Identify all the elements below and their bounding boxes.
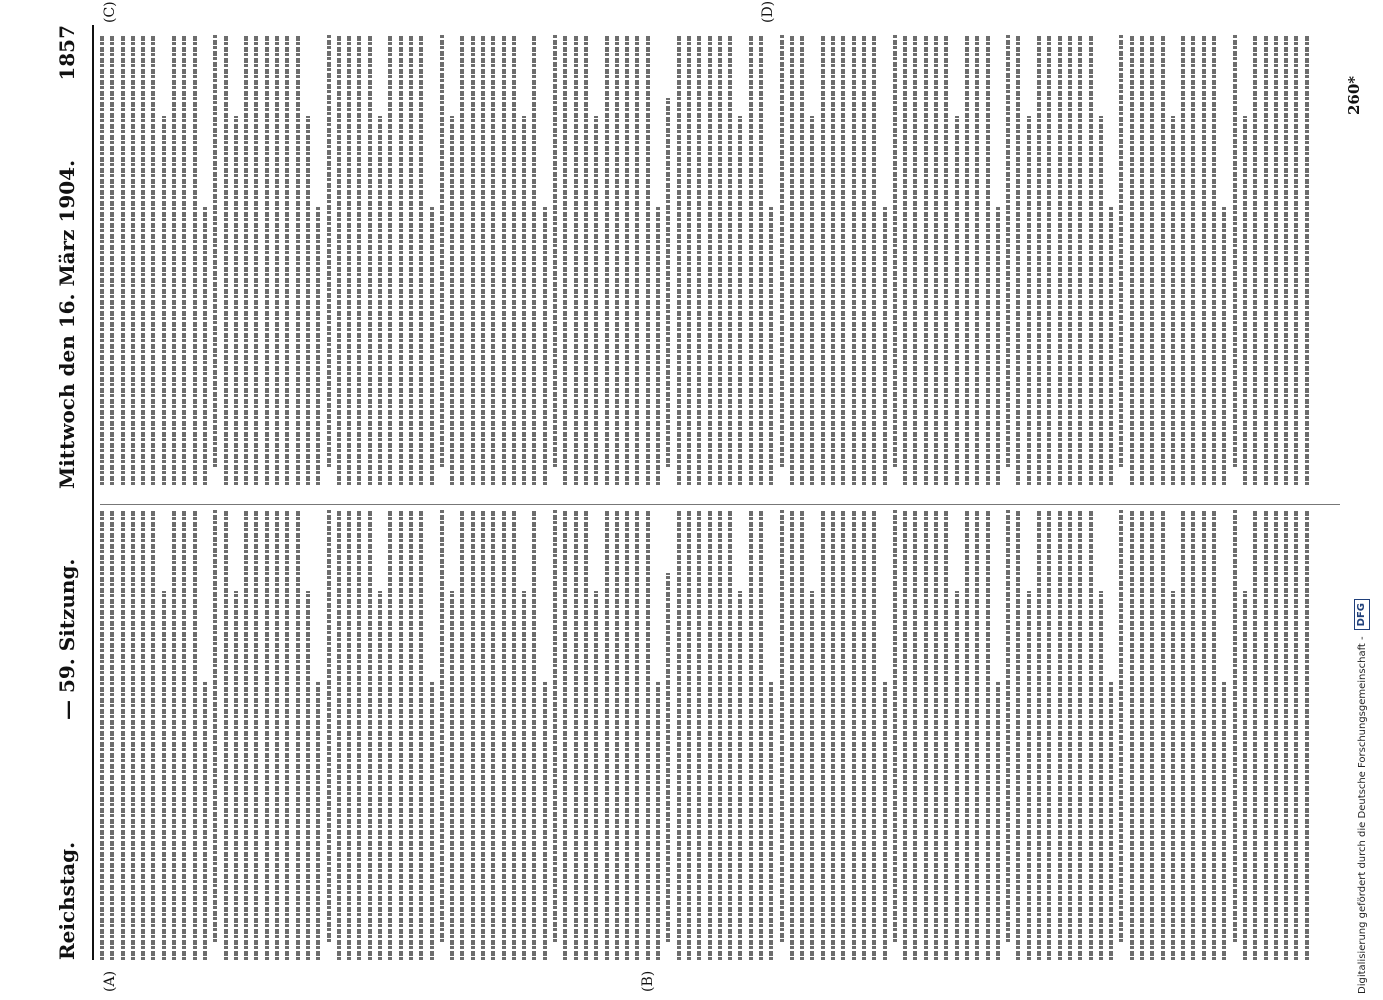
- text-line: [430, 681, 434, 960]
- text-line: [821, 35, 825, 485]
- text-line: [213, 510, 217, 942]
- text-line: [955, 591, 959, 960]
- text-line: [1068, 510, 1072, 960]
- text-line: [1294, 35, 1298, 485]
- text-line: [965, 510, 969, 960]
- text-line: [491, 510, 495, 960]
- text-line: [254, 35, 258, 485]
- text-line: [409, 35, 413, 485]
- text-line: [666, 98, 670, 467]
- text-line: [955, 116, 959, 485]
- text-line: [944, 510, 948, 960]
- text-line: [131, 510, 135, 960]
- text-line: [193, 510, 197, 960]
- text-line: [1305, 510, 1309, 960]
- text-line: [883, 206, 887, 485]
- text-line: [151, 35, 155, 485]
- text-line: [1212, 35, 1216, 485]
- text-line: [934, 510, 938, 960]
- text-line: [357, 510, 361, 960]
- text-line: [141, 510, 145, 960]
- text-line: [708, 510, 712, 960]
- text-line: [986, 35, 990, 485]
- text-line: [1006, 510, 1010, 942]
- text-line: [852, 35, 856, 485]
- text-line: [471, 35, 475, 485]
- text-line: [574, 510, 578, 960]
- text-column-right: [100, 35, 1340, 485]
- text-line: [131, 35, 135, 485]
- text-line: [1264, 35, 1268, 485]
- text-line: [1078, 35, 1082, 485]
- text-line: [1099, 591, 1103, 960]
- text-line: [399, 510, 403, 960]
- text-line: [337, 510, 341, 960]
- text-line: [1161, 510, 1165, 960]
- text-line: [718, 35, 722, 485]
- text-line: [944, 35, 948, 485]
- text-line: [182, 510, 186, 960]
- text-line: [296, 510, 300, 960]
- text-line: [852, 510, 856, 960]
- text-line: [862, 510, 866, 960]
- text-line: [460, 35, 464, 485]
- text-line: [934, 35, 938, 485]
- text-line: [841, 510, 845, 960]
- text-line: [450, 116, 454, 485]
- text-line: [110, 35, 114, 485]
- text-line: [1202, 35, 1206, 485]
- text-line: [872, 35, 876, 485]
- text-line: [1150, 35, 1154, 485]
- header-rule: [92, 25, 94, 960]
- text-line: [224, 510, 228, 960]
- text-line: [656, 206, 660, 485]
- text-line: [1150, 510, 1154, 960]
- text-line: [903, 510, 907, 960]
- text-line: [522, 116, 526, 485]
- text-line: [141, 35, 145, 485]
- sheet-number: 260*: [1345, 75, 1363, 115]
- text-line: [337, 35, 341, 485]
- text-line: [810, 116, 814, 485]
- text-line: [1243, 591, 1247, 960]
- text-line: [327, 510, 331, 942]
- text-line: [296, 35, 300, 485]
- text-line: [172, 510, 176, 960]
- text-line: [213, 35, 217, 467]
- text-line: [419, 510, 423, 960]
- text-line: [749, 510, 753, 960]
- text-line: [759, 510, 763, 960]
- text-line: [924, 35, 928, 485]
- margin-marker-b: (B): [640, 970, 656, 992]
- text-line: [635, 510, 639, 960]
- text-line: [254, 510, 258, 960]
- text-line: [1191, 35, 1195, 485]
- text-line: [1191, 510, 1195, 960]
- text-line: [399, 35, 403, 485]
- text-line: [1068, 35, 1072, 485]
- text-line: [532, 35, 536, 485]
- text-line: [110, 510, 114, 960]
- text-line: [419, 35, 423, 485]
- text-line: [368, 35, 372, 485]
- header-date: Mittwoch den 16. März 1904.: [55, 159, 79, 489]
- text-line: [1058, 510, 1062, 960]
- text-line: [224, 35, 228, 485]
- text-line: [975, 35, 979, 485]
- text-line: [697, 35, 701, 485]
- text-line: [100, 510, 104, 960]
- text-line: [502, 510, 506, 960]
- text-line: [594, 591, 598, 960]
- text-line: [1037, 510, 1041, 960]
- text-line: [162, 591, 166, 960]
- text-line: [687, 510, 691, 960]
- text-line: [244, 35, 248, 485]
- text-line: [100, 35, 104, 485]
- margin-marker-d: (D): [760, 0, 776, 23]
- text-line: [1140, 35, 1144, 485]
- text-line: [594, 116, 598, 485]
- text-line: [605, 35, 609, 485]
- text-line: [728, 35, 732, 485]
- text-line: [913, 510, 917, 960]
- text-line: [924, 510, 928, 960]
- text-line: [687, 35, 691, 485]
- text-line: [275, 510, 279, 960]
- text-line: [512, 35, 516, 485]
- text-line: [151, 510, 155, 960]
- text-line: [1119, 510, 1123, 942]
- text-line: [1161, 35, 1165, 485]
- text-line: [769, 681, 773, 960]
- text-line: [1047, 510, 1051, 960]
- text-line: [975, 510, 979, 960]
- text-line: [347, 35, 351, 485]
- text-line: [790, 510, 794, 960]
- text-line: [357, 35, 361, 485]
- text-line: [1253, 35, 1257, 485]
- text-line: [388, 35, 392, 485]
- text-line: [327, 35, 331, 467]
- text-line: [780, 510, 784, 942]
- text-line: [172, 35, 176, 485]
- text-line: [553, 35, 557, 467]
- text-line: [306, 591, 310, 960]
- text-line: [677, 510, 681, 960]
- text-line: [430, 206, 434, 485]
- text-line: [512, 510, 516, 960]
- text-line: [1181, 510, 1185, 960]
- text-line: [440, 35, 444, 467]
- text-line: [913, 35, 917, 485]
- text-line: [1294, 510, 1298, 960]
- text-line: [265, 510, 269, 960]
- text-line: [646, 35, 650, 485]
- text-line: [378, 116, 382, 485]
- text-line: [666, 573, 670, 942]
- text-line: [718, 510, 722, 960]
- text-line: [1171, 116, 1175, 485]
- text-line: [440, 510, 444, 942]
- text-line: [244, 510, 248, 960]
- text-line: [563, 35, 567, 485]
- text-line: [316, 681, 320, 960]
- text-line: [543, 681, 547, 960]
- text-line: [265, 35, 269, 485]
- text-line: [893, 35, 897, 467]
- text-line: [162, 116, 166, 485]
- text-line: [491, 35, 495, 485]
- text-line: [1274, 35, 1278, 485]
- text-line: [697, 510, 701, 960]
- text-line: [1058, 35, 1062, 485]
- text-line: [738, 116, 742, 485]
- text-line: [769, 206, 773, 485]
- text-line: [790, 35, 794, 485]
- text-line: [203, 206, 207, 485]
- text-line: [615, 35, 619, 485]
- column-divider: [100, 504, 1340, 505]
- text-line: [1016, 35, 1020, 485]
- header-page-number: 1857: [55, 25, 79, 81]
- text-line: [780, 35, 784, 467]
- text-line: [1171, 591, 1175, 960]
- text-line: [1037, 35, 1041, 485]
- text-line: [1109, 206, 1113, 485]
- text-line: [522, 591, 526, 960]
- text-line: [543, 206, 547, 485]
- dfg-logo: DFG: [1354, 599, 1370, 630]
- text-line: [605, 510, 609, 960]
- text-line: [584, 510, 588, 960]
- text-line: [625, 35, 629, 485]
- text-line: [738, 591, 742, 960]
- text-line: [841, 35, 845, 485]
- text-line: [347, 510, 351, 960]
- text-line: [646, 510, 650, 960]
- header-session: [55, 160, 79, 720]
- text-line: [831, 35, 835, 485]
- text-line: [203, 681, 207, 960]
- text-line: [121, 510, 125, 960]
- text-line: [481, 35, 485, 485]
- text-line: [821, 510, 825, 960]
- text-line: [883, 681, 887, 960]
- text-line: [625, 510, 629, 960]
- text-line: [615, 510, 619, 960]
- text-line: [1202, 510, 1206, 960]
- text-line: [1078, 510, 1082, 960]
- text-line: [1233, 35, 1237, 467]
- text-column-left: [100, 510, 1340, 960]
- text-line: [1140, 510, 1144, 960]
- text-line: [388, 510, 392, 960]
- text-line: [996, 681, 1000, 960]
- text-line: [368, 510, 372, 960]
- text-line: [1222, 681, 1226, 960]
- text-line: [1027, 116, 1031, 485]
- text-line: [728, 510, 732, 960]
- text-line: [1089, 510, 1093, 960]
- text-line: [800, 35, 804, 485]
- text-line: [1305, 35, 1309, 485]
- text-line: [965, 35, 969, 485]
- text-line: [1284, 510, 1288, 960]
- text-line: [872, 510, 876, 960]
- text-line: [182, 35, 186, 485]
- text-line: [996, 206, 1000, 485]
- text-line: [708, 35, 712, 485]
- text-line: [1284, 35, 1288, 485]
- text-line: [1119, 35, 1123, 467]
- text-line: [502, 35, 506, 485]
- header-session-label: — 59. Sitzung.: [55, 558, 79, 720]
- text-line: [1264, 510, 1268, 960]
- text-line: [1047, 35, 1051, 485]
- text-line: [1027, 591, 1031, 960]
- text-line: [275, 35, 279, 485]
- text-line: [1222, 206, 1226, 485]
- text-line: [306, 116, 310, 485]
- text-line: [234, 591, 238, 960]
- text-line: [1243, 116, 1247, 485]
- text-line: [234, 116, 238, 485]
- text-line: [862, 35, 866, 485]
- text-line: [1089, 35, 1093, 485]
- text-line: [1212, 510, 1216, 960]
- text-line: [574, 35, 578, 485]
- text-line: [532, 510, 536, 960]
- text-line: [193, 35, 197, 485]
- text-line: [986, 510, 990, 960]
- digitization-note: Digitalisierung gefördert durch die Deutsche Forschungsgemeinschaft -: [1356, 636, 1368, 994]
- running-header: [55, 25, 85, 960]
- margin-marker-c: (C): [102, 1, 118, 23]
- text-line: [1181, 35, 1185, 485]
- text-line: [635, 35, 639, 485]
- text-line: [285, 35, 289, 485]
- text-line: [1016, 510, 1020, 960]
- text-line: [285, 510, 289, 960]
- text-line: [1130, 35, 1134, 485]
- header-title: Reichstag.: [55, 841, 79, 960]
- text-line: [121, 35, 125, 485]
- text-line: [1233, 510, 1237, 942]
- text-line: [450, 591, 454, 960]
- text-line: [677, 35, 681, 485]
- text-line: [563, 510, 567, 960]
- text-line: [1099, 116, 1103, 485]
- text-line: [584, 35, 588, 485]
- text-line: [893, 510, 897, 942]
- text-line: [759, 35, 763, 485]
- text-line: [1274, 510, 1278, 960]
- text-line: [553, 510, 557, 942]
- margin-marker-a: (A): [102, 970, 118, 992]
- text-line: [903, 35, 907, 485]
- text-line: [316, 206, 320, 485]
- text-line: [656, 681, 660, 960]
- text-line: [800, 510, 804, 960]
- text-line: [1006, 35, 1010, 467]
- text-line: [471, 510, 475, 960]
- text-line: [481, 510, 485, 960]
- text-line: [810, 591, 814, 960]
- text-line: [460, 510, 464, 960]
- text-line: [1109, 681, 1113, 960]
- text-line: [831, 510, 835, 960]
- text-line: [749, 35, 753, 485]
- text-line: [1253, 510, 1257, 960]
- text-line: [409, 510, 413, 960]
- text-line: [1130, 510, 1134, 960]
- digitization-credit: [1350, 0, 1374, 1000]
- text-line: [378, 591, 382, 960]
